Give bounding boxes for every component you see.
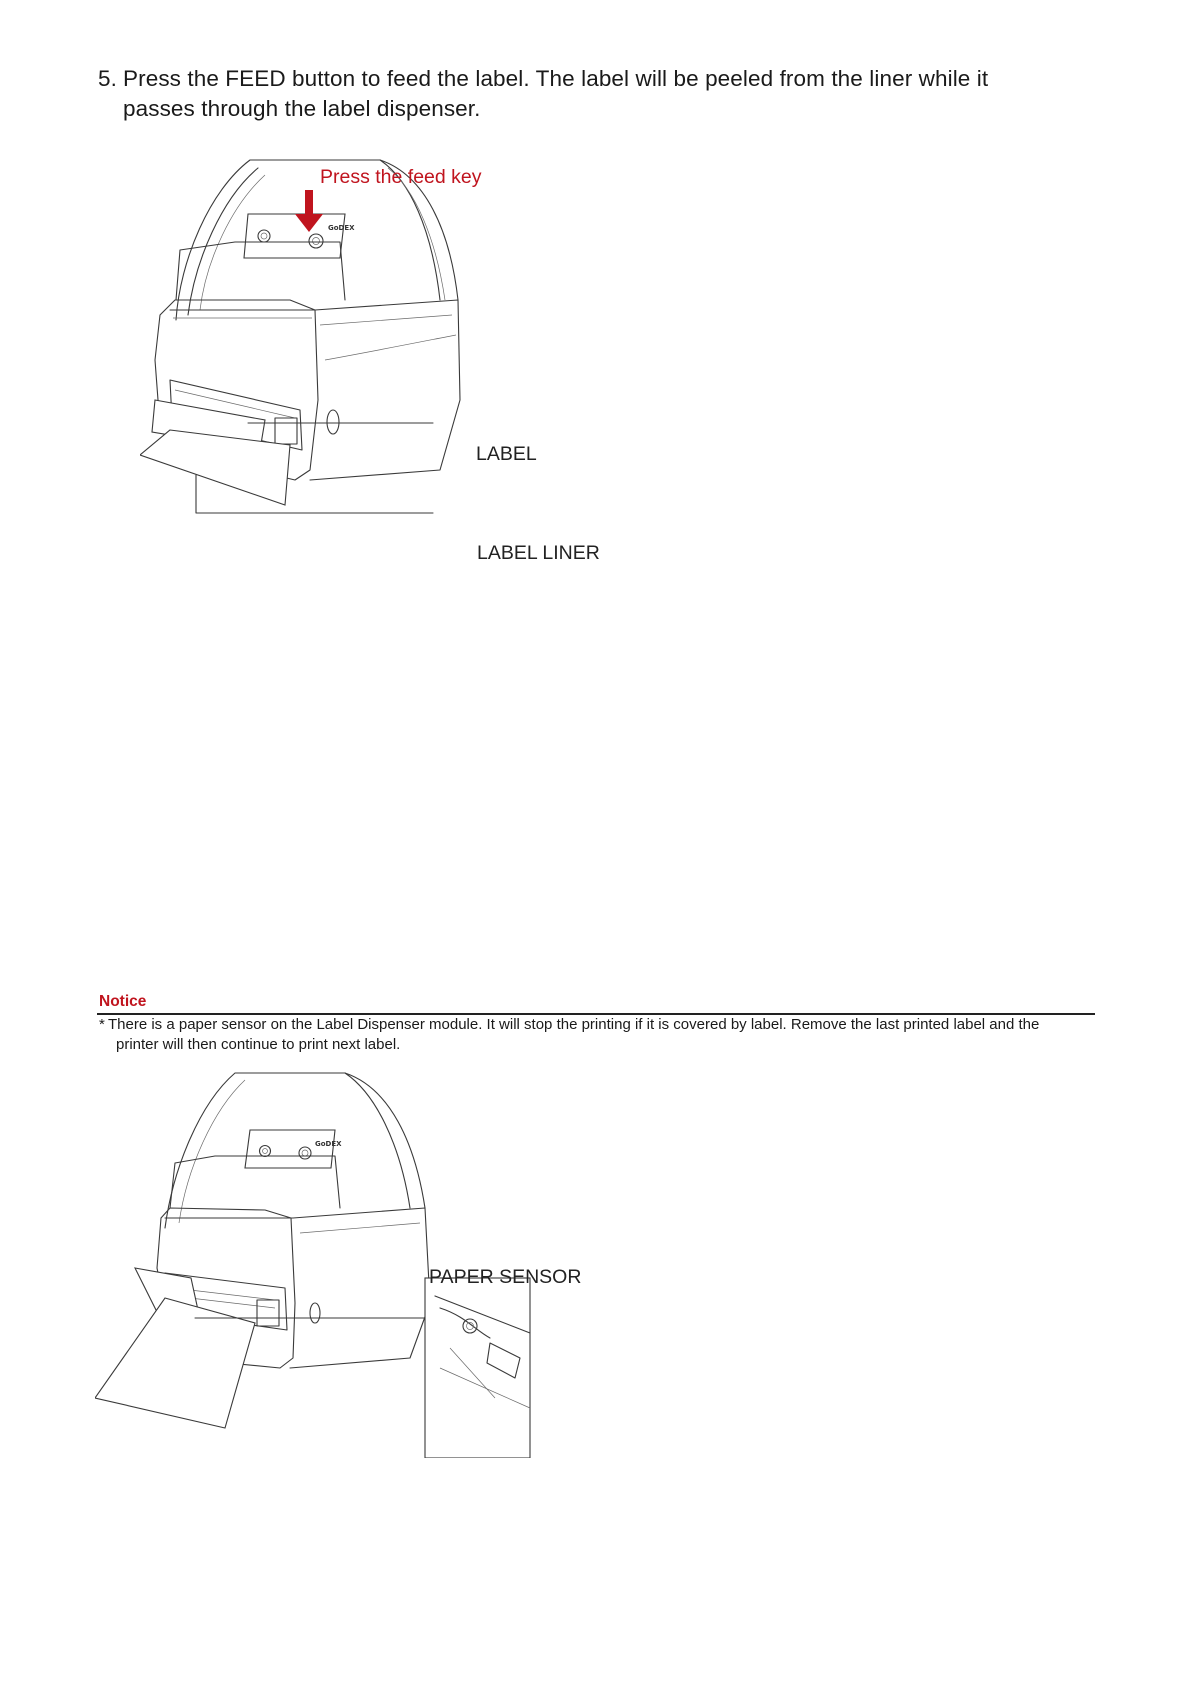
svg-text:GoDEX: GoDEX	[328, 224, 355, 232]
notice-marker: *	[99, 1016, 105, 1033]
step-5-instruction	[98, 64, 1078, 124]
step-text-line-2: passes through the label dispenser.	[123, 96, 481, 121]
label-callout: LABEL	[476, 443, 537, 465]
svg-text:GoDEX: GoDEX	[315, 1140, 342, 1148]
step-number: 5.	[98, 66, 117, 91]
label-liner-callout: LABEL LINER	[477, 542, 600, 564]
notice-title: Notice	[99, 993, 147, 1010]
notice-body	[99, 1015, 1099, 1055]
notice-line-1: There is a paper sensor on the Label Dispenser module. It will stop the printing if it is covered by label. Remove the last printed label and the	[108, 1016, 1040, 1033]
printer-feed-illustration	[140, 150, 500, 570]
paper-sensor-illustration	[95, 1068, 535, 1458]
paper-sensor-callout: PAPER SENSOR	[429, 1266, 582, 1288]
step-text-line-1: Press the FEED button to feed the label. The label will be peeled from the liner while it	[123, 66, 989, 91]
notice-line-2: printer will then continue to print next label.	[116, 1036, 401, 1053]
press-feed-key-label: Press the feed key	[320, 166, 482, 188]
